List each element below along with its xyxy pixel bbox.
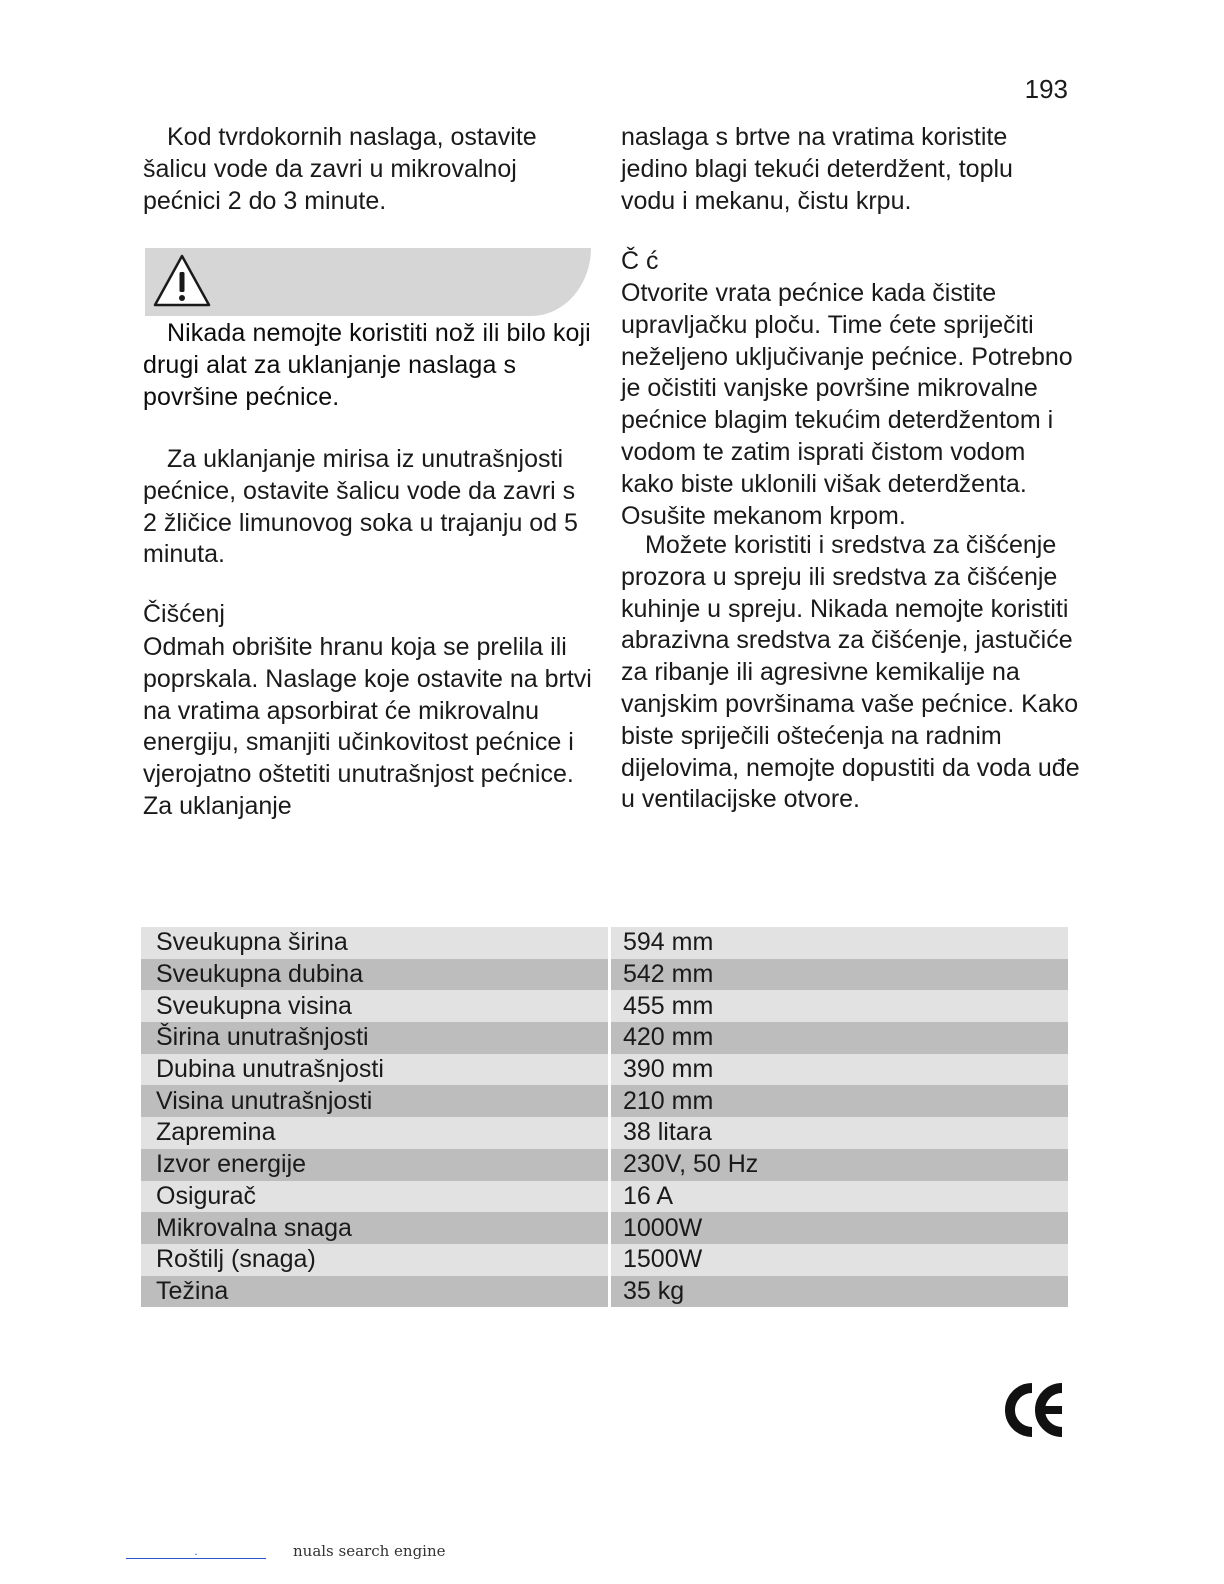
table-row bbox=[141, 990, 1068, 1022]
footer-text: nuals search engine bbox=[293, 1542, 446, 1560]
right-paragraph-1: naslaga s brtve na vratima koristite jedino blagi tekući deterdžent, toplu vodu i mekanu, čistu krpu. bbox=[621, 123, 1013, 215]
spec-label: Osigurač bbox=[141, 1181, 610, 1213]
right-paragraph-3: Možete koristiti i sredstva za čišćenje prozora u spreju ili sredstva za čišćenje kuhinje u spreju. Nikada nemojte koristiti abrazivna sredstva za čišćenje, jastučiće za ribanje ili agresivne kemikalije na vanjskim površinama vaše pećnice. Kako biste spriječili oštećenja na radnim dijelovima, nemojte dopustiti da voda uđe u ventilacijske otvore. bbox=[621, 531, 1080, 814]
ce-mark-logo bbox=[1004, 1380, 1066, 1440]
spec-label: Sveukupna visina bbox=[141, 990, 610, 1022]
table-row bbox=[141, 1022, 1068, 1054]
spec-label: Sveukupna dubina bbox=[141, 959, 610, 991]
spec-label: Težina bbox=[141, 1276, 610, 1308]
spec-label: Dubina unutrašnjosti bbox=[141, 1054, 610, 1086]
section-heading-cleaning: Čišćenj bbox=[143, 600, 225, 628]
spec-label: Zapremina bbox=[141, 1117, 610, 1149]
left-paragraph-3: Odmah obrišite hranu koja se prelila ili poprskala. Naslage koje ostavite na brtvi na vratima apsorbirat će mikrovalnu energiju, smanjiti učinkovitost pećnice i vjerojatno oštetiti unutrašnjost pećnice. Za uklanjanje bbox=[143, 633, 592, 820]
spec-label: Širina unutrašnjosti bbox=[141, 1022, 610, 1054]
section-heading-exterior: Č ć bbox=[621, 247, 659, 275]
table-row bbox=[141, 1181, 1068, 1213]
left-paragraph-1: Kod tvrdokornih naslaga, ostavite šalicu vode da zavri u mikrovalnoj pećnici 2 do 3 minute. bbox=[143, 123, 537, 215]
spec-value: 210 mm bbox=[610, 1085, 1069, 1117]
spec-label: Roštilj (snaga) bbox=[141, 1244, 610, 1276]
footer-link[interactable]: . bbox=[126, 1544, 266, 1559]
spec-label: Visina unutrašnjosti bbox=[141, 1085, 610, 1117]
spec-value: 38 litara bbox=[610, 1117, 1069, 1149]
table-row bbox=[141, 1085, 1068, 1117]
table-row bbox=[141, 1149, 1068, 1181]
spec-value: 35 kg bbox=[610, 1276, 1069, 1308]
spec-value: 420 mm bbox=[610, 1022, 1069, 1054]
spec-value: 542 mm bbox=[610, 959, 1069, 991]
warning-triangle-icon bbox=[151, 252, 213, 310]
spec-label: Sveukupna širina bbox=[141, 927, 610, 959]
spec-label: Izvor energije bbox=[141, 1149, 610, 1181]
table-row bbox=[141, 1276, 1068, 1308]
spec-value: 230V, 50 Hz bbox=[610, 1149, 1069, 1181]
spec-value: 455 mm bbox=[610, 990, 1069, 1022]
table-row bbox=[141, 1244, 1068, 1276]
spec-value: 594 mm bbox=[610, 927, 1069, 959]
table-row bbox=[141, 1117, 1068, 1149]
spec-value: 1000W bbox=[610, 1212, 1069, 1244]
right-paragraph-2: Otvorite vrata pećnice kada čistite upravljačku ploču. Time ćete spriječiti neželjeno uključivanje pećnice. Potrebno je očistiti vanjske površine mikrovalne pećnice blagim tekućim deterdžentom i vodom te zatim isprati čistom vodom kako biste uklonili višak deterdženta. Osušite mekanom krpom. bbox=[621, 279, 1073, 530]
spec-value: 390 mm bbox=[610, 1054, 1069, 1086]
table-row bbox=[141, 959, 1068, 991]
table-row bbox=[141, 927, 1068, 959]
table-row bbox=[141, 1212, 1068, 1244]
left-paragraph-2: Za uklanjanje mirisa iz unutrašnjosti pećnice, ostavite šalicu vode da zavri s 2 žličice limunovog soka u trajanju od 5 minuta. bbox=[143, 445, 578, 569]
page-number: 193 bbox=[1024, 74, 1068, 104]
specifications-table bbox=[141, 927, 1068, 1307]
spec-value: 1500W bbox=[610, 1244, 1069, 1276]
table-row bbox=[141, 1054, 1068, 1086]
warning-text: Nikada nemojte koristiti nož ili bilo koji drugi alat za uklanjanje naslaga s površine pećnice. bbox=[143, 319, 591, 411]
spec-label: Mikrovalna snaga bbox=[141, 1212, 610, 1244]
spec-value: 16 A bbox=[610, 1181, 1069, 1213]
